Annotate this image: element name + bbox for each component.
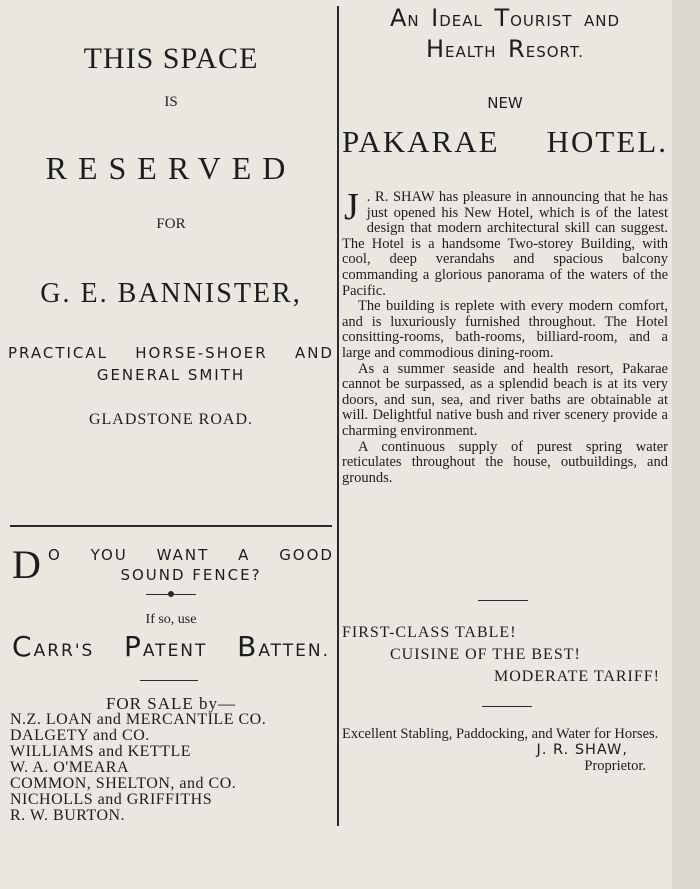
fence-want: WANT [156, 546, 210, 564]
trade-word-practical: PRACTICAL [8, 344, 109, 362]
trade-description [8, 342, 334, 386]
dropcap-j: J [344, 186, 359, 228]
stabling-notice [342, 726, 668, 774]
right-column [342, 0, 668, 889]
agent-item: W. A. O'MEARA [10, 759, 130, 776]
paragraph-4: A continuous supply of purest spring water reticulates throughout the house, outbuildings, and grounds. [342, 438, 668, 486]
resort-heading: AN IDEAL TOURIST AND HEALTH RESORT. [389, 4, 621, 63]
agent-item: NICHOLLS and GRIFFITHS [10, 791, 213, 808]
trade-general-smith: GENERAL SMITH [96, 366, 246, 384]
short-rule [478, 600, 528, 601]
trade-word-horse-shoer: HORSE-SHOER [135, 344, 268, 362]
agent-item: DALGETY and CO. [10, 727, 150, 744]
batten-word: BATTEN. [237, 630, 330, 663]
agent-item: COMMON, SHELTON, and CO. [10, 775, 237, 792]
reserved-heading: RESERVED [45, 150, 297, 186]
trade-word-and: AND [294, 344, 334, 362]
ornament-divider [8, 594, 334, 604]
is-word: IS [164, 94, 178, 110]
for-sale-heading: FOR SALE by— [105, 694, 237, 713]
paragraph-2: The building is replete with every modern comfort, and is luxuriously furnished throughout. The Hotel consitting-rooms, bath-rooms, billiard-room, and a large and commodious dining-room. [342, 298, 668, 361]
fence-you: YOU [90, 546, 128, 564]
paragraph-1: J . R. SHAW has pleasure in announcing that he has just opened his New Hotel, which is of the latest design that modern architectural skill can suggest. The Hotel is a handsome Two-storey Building, with cool, deep verandahs and spacious balcony commanding a glorious panorama of the waters of the Pacific. [342, 186, 668, 299]
cuisine-line: CUISINE OF THE BEST! [390, 646, 581, 663]
short-rule [140, 680, 198, 681]
proprietor-role: Proprietor. [584, 758, 646, 774]
carrs-word: CARR'S [12, 630, 95, 663]
agent-item: N.Z. LOAN and MERCANTILE CO. [10, 711, 267, 728]
agent-item: R. W. BURTON. [10, 807, 126, 824]
tariff-line: MODERATE TARIFF! [494, 668, 660, 685]
stabling-text: Excellent Stabling, Paddocking, and Water for Horses. [342, 726, 659, 742]
fence-a: A [238, 546, 251, 564]
patent-batten-line [8, 630, 334, 663]
section-rule [10, 525, 332, 527]
for-word: FOR [156, 216, 186, 232]
fence-o: O [48, 546, 62, 564]
fence-dropcap: D [12, 542, 43, 587]
advertiser-name: G. E. BANNISTER, [40, 278, 302, 309]
hotel-name [342, 124, 668, 160]
hotel-name-b: HOTEL. [546, 124, 668, 159]
column-divider [337, 6, 339, 826]
new-word: NEW [487, 94, 523, 112]
menu-claims [342, 622, 668, 688]
hotel-name-a: PAKARAE [342, 124, 500, 159]
short-rule [482, 706, 532, 707]
left-column [8, 0, 334, 889]
proprietor-signature: J. R. SHAW, [536, 742, 628, 758]
agent-item: WILLIAMS and KETTLE [10, 743, 192, 760]
patent-word: PATENT [123, 630, 208, 663]
fence-good: GOOD [279, 546, 334, 564]
fence-advert [8, 542, 334, 587]
first-class-table: FIRST-CLASS TABLE! [342, 624, 517, 641]
paragraph-3: As a summer seaside and health resort, Pakarae cannot be surpassed, as a splendid beach is at its very doors, and sun, sea, and river baths are obtainable at will. Delightful native bush and river scenery provide a charming environment. [342, 360, 668, 439]
if-so-line: If so, use [145, 612, 197, 627]
hotel-description [342, 186, 668, 486]
space-reserved-title: THIS SPACE [83, 42, 259, 75]
page-edge [672, 0, 700, 889]
agents-list [10, 712, 334, 824]
address: GLADSTONE ROAD. [88, 411, 254, 428]
fence-question: SOUND FENCE? [120, 566, 262, 584]
